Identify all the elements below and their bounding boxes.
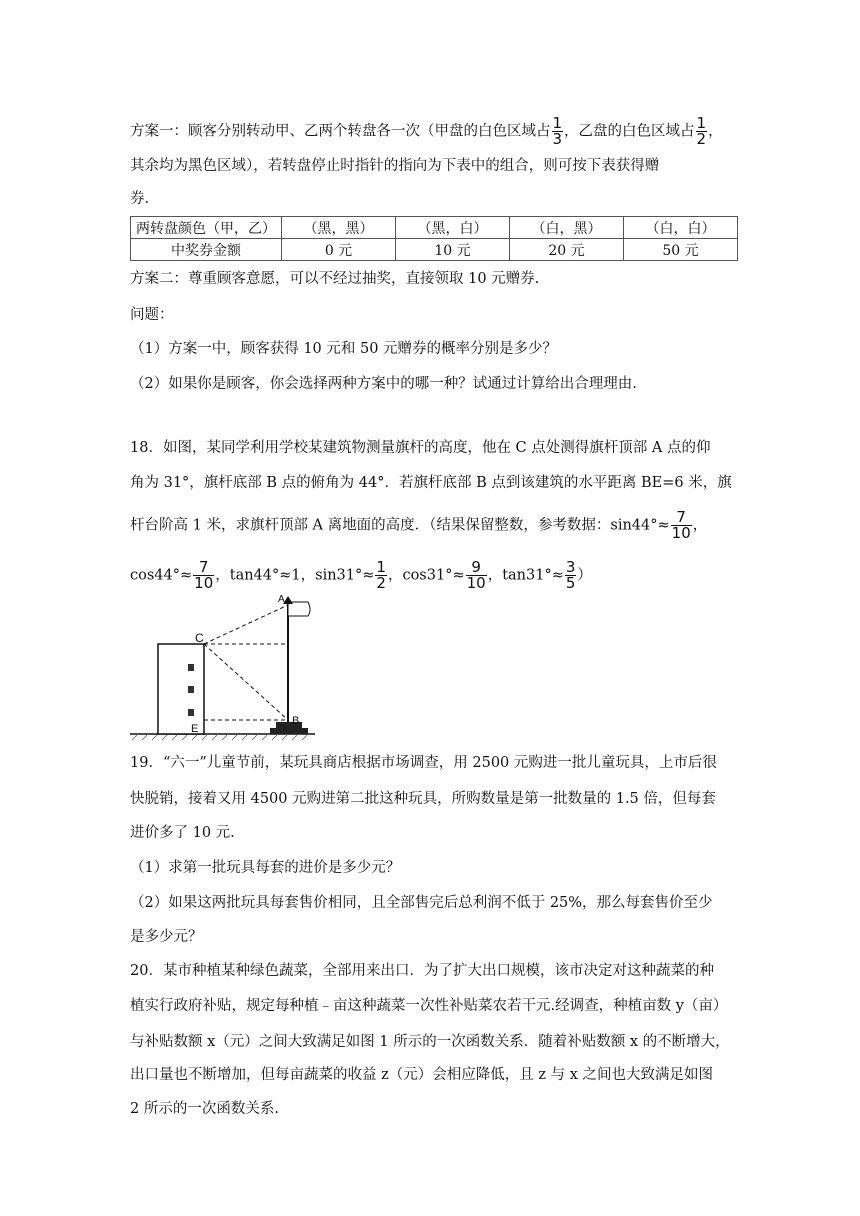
- table-cell: 20 元: [510, 239, 624, 261]
- q20-line3: 与补贴数额 x（元）之间大致满足如图 1 所示的一次函数关系．随着补贴数额 x 的不断增大，: [130, 1034, 730, 1050]
- fraction: $\frac{3}{5}$: [565, 558, 576, 592]
- fraction-one-third: $\frac{1}{3}$: [552, 114, 563, 148]
- plan1-line1: 方案一：顾客分别转动甲、乙两个转盘各一次（甲盘的白色区域占 $\frac{1}{3}$ ，乙盘的白色区域占 $\frac{1}{2}$ ，: [130, 114, 723, 148]
- plan1-text-a: 方案一：顾客分别转动甲、乙两个转盘各一次（甲盘的白色区域占: [130, 123, 551, 140]
- plan1-line3: 券.: [130, 191, 150, 207]
- q19-part1: （1）求第一批玩具每套的进价是多少元？: [130, 860, 401, 876]
- flag-icon: [288, 602, 310, 616]
- table-cell: （白，黑）: [510, 217, 624, 239]
- label-c: C: [195, 631, 204, 645]
- plan2-text: 方案二：尊重顾客意愿，可以不经过抽奖，直接领取 10 元赠券.: [130, 271, 540, 287]
- q19-line3: 进价多了 10 元.: [130, 825, 235, 841]
- plan1-line2: 其余均为黑色区域），若转盘停止时指针的指向为下表中的组合，则可按下表获得赠: [130, 158, 660, 174]
- prize-table: [130, 216, 738, 261]
- label-a: A: [278, 594, 285, 605]
- q17-part1: （1）方案一中，顾客获得 10 元和 50 元赠券的概率分别是多少？: [130, 341, 558, 357]
- flagpole-diagram: [130, 592, 320, 742]
- label-b: B: [292, 715, 300, 727]
- q20-line4: 出口量也不断增加，但每亩蔬菜的收益 z（元）会相应降低，且 z 与 x 之间也大致满足如图: [130, 1067, 713, 1083]
- table-header-cell: 中奖券金额: [131, 239, 282, 261]
- table-cell: （黑，黑）: [282, 217, 396, 239]
- questions-title: 问题：: [130, 307, 174, 323]
- sight-line-to-a: [204, 605, 288, 644]
- fraction: $\frac{1}{2}$: [376, 558, 386, 592]
- q20-line1: 20．某市种植某种绿色蔬菜，全部用来出口．为了扩大出口规模，该市决定对这种蔬菜的种: [130, 963, 714, 979]
- plan1-text-b: ，乙盘的白色区域占: [564, 123, 695, 140]
- building: [158, 644, 204, 734]
- table-row: [131, 217, 738, 239]
- fraction-one-half: $\frac{1}{2}$: [696, 114, 707, 148]
- table-cell: 10 元: [396, 239, 510, 261]
- building-window: [188, 664, 194, 671]
- q20-line5: 2 所示的一次函数关系.: [130, 1101, 279, 1117]
- table-cell: （黑，白）: [396, 217, 510, 239]
- table-cell: 0 元: [282, 239, 396, 261]
- fraction: $\frac{7}{10}$: [194, 558, 214, 592]
- label-e: E: [191, 723, 199, 735]
- q18-line2: 角为 31°，旗杆底部 B 点的俯角为 44°．若旗杆底部 B 点到该建筑的水平距离 BE=6 米，旗: [130, 475, 732, 491]
- q19-line2: 快脱销，接着又用 4500 元购进第二批这种玩具，所购数量是第一批数量的 1.5 倍，但每套: [130, 791, 716, 807]
- flag-platform-step: [270, 728, 308, 734]
- fraction: $\frac{9}{10}$: [466, 558, 486, 592]
- table-cell: 50 元: [624, 239, 738, 261]
- sight-line-to-b: [204, 644, 288, 720]
- q19-part2-line2: 是多少元？: [130, 929, 203, 945]
- building-window: [188, 686, 194, 693]
- q18-line4: cos44°≈ $\frac{7}{10}$ ，tan44°≈1，sin31°≈ $\frac{1}{2}$ ，cos31°≈ $\frac{9}{10}$ ，tan31°≈ $\frac{3}{5}$ ）: [130, 558, 592, 592]
- flagpole-figure: [130, 592, 320, 746]
- table-header-cell: 两转盘颜色（甲，乙）: [131, 217, 282, 239]
- ground-hatching: [132, 734, 308, 740]
- q18-line1: 18．如图，某同学利用学校某建筑物测量旗杆的高度，他在 C 点处测得旗杆顶部 A 点的仰: [130, 440, 711, 456]
- table-row: [131, 239, 738, 261]
- q18-line3: 杆台阶高 1 米，求旗杆顶部 A 离地面的高度．（结果保留整数，参考数据：sin44°≈ $\frac{7}{10}$ ，: [130, 508, 708, 542]
- q19-part2-line1: （2）如果这两批玩具每套售价相同，且全部售完后总利润不低于 25%，那么每套售价至少: [130, 895, 713, 911]
- q20-line2: 植实行政府补贴，规定每种植﹣亩这种蔬菜一次性补贴菜农若干元.经调查，种植亩数 y（亩）: [130, 998, 728, 1014]
- q17-part2: （2）如果你是顾客，你会选择两种方案中的哪一种？试通过计算给出合理理由.: [130, 376, 637, 392]
- q19-line1: 19．“六一”儿童节前，某玩具商店根据市场调查，用 2500 元购进一批儿童玩具，上市后很: [130, 755, 717, 771]
- fraction: $\frac{7}{10}$: [671, 508, 691, 542]
- table-cell: （白，白）: [624, 217, 738, 239]
- building-window: [188, 709, 194, 716]
